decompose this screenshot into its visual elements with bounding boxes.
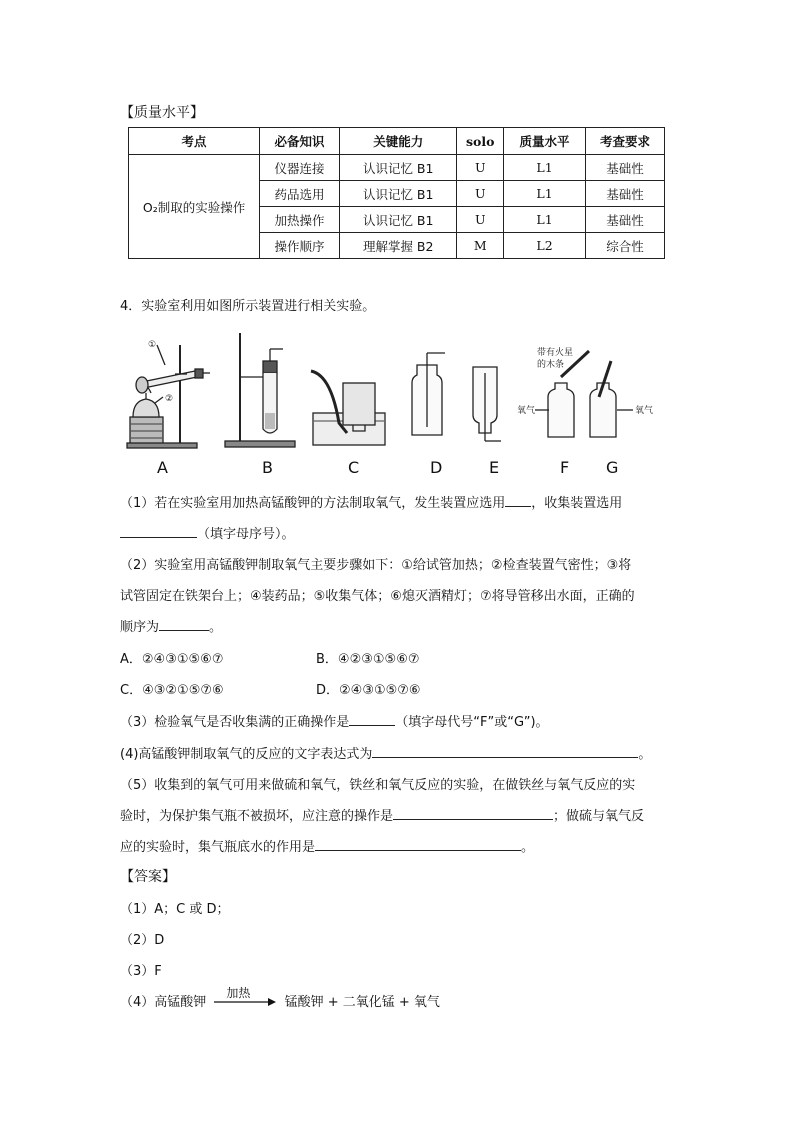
knowledge-cell: 操作顺序	[260, 233, 340, 259]
oxygen-label-left: 氧气	[517, 406, 536, 416]
ability-cell: 认识记忆 B1	[340, 155, 457, 181]
part5-line2	[120, 805, 644, 824]
solo-cell: M	[457, 233, 504, 259]
marker-2: ②	[165, 394, 174, 404]
option-a: A．②④③①⑤⑥⑦	[120, 652, 224, 667]
topic-cell: O₂制取的实验操作	[129, 155, 260, 259]
ability-cell: 理解掌握 B2	[340, 233, 457, 259]
ability-cell: 认识记忆 B1	[340, 207, 457, 233]
solo-cell: U	[457, 181, 504, 207]
part3-line	[120, 711, 549, 730]
part2-text-d: 。	[209, 620, 223, 635]
blank-check[interactable]	[349, 711, 395, 726]
answer-4	[120, 986, 440, 1010]
answer-4-prefix: （4）高锰酸钾	[120, 995, 207, 1010]
part2-text-c: 顺序为	[120, 620, 160, 635]
part1-line2	[120, 523, 295, 542]
reaction-condition: 加热	[226, 986, 251, 1000]
header-level: 质量水平	[504, 128, 586, 155]
level-cell: L1	[504, 207, 586, 233]
quality-table	[128, 127, 665, 259]
option-b: B．④②③①⑤⑥⑦	[316, 652, 420, 667]
marker-1: ①	[148, 340, 157, 350]
requirement-cell: 综合性	[586, 233, 665, 259]
level-cell: L1	[504, 155, 586, 181]
apparatus-e	[473, 367, 501, 441]
label-b: B	[262, 458, 273, 477]
part1-line1	[120, 492, 622, 511]
answer-3: （3）F	[120, 964, 162, 979]
option-c: C．④③②①⑤⑦⑥	[120, 683, 224, 698]
splint-label-1: 带有火星	[537, 348, 574, 358]
splint-label-2: 的木条	[537, 360, 565, 370]
part2-line2: 试管固定在铁架台上；④装药品；⑤收集气体；⑥熄灭酒精灯；⑦将导管移出水面，正确的	[120, 589, 635, 604]
part5-text-d: 应的实验时，集气瓶底水的作用是	[120, 840, 316, 855]
arrow-icon	[214, 998, 276, 1006]
knowledge-cell: 药品选用	[260, 181, 340, 207]
part1-text-b: ，收集装置选用	[531, 496, 623, 511]
part3-text-a: （3）检验氧气是否收集满的正确操作是	[120, 715, 350, 730]
requirement-cell: 基础性	[586, 207, 665, 233]
knowledge-cell: 加热操作	[260, 207, 340, 233]
part5-text-c: ；做硫与氧气反	[553, 809, 645, 824]
part5-text-b: 验时，为保护集气瓶不被损坏，应注意的操作是	[120, 809, 394, 824]
answer-1: （1）A；C 或 D；	[120, 902, 230, 917]
ability-cell: 认识记忆 B1	[340, 181, 457, 207]
apparatus-b	[225, 333, 295, 447]
part2-line3	[120, 616, 222, 635]
header-solo: solo	[457, 128, 504, 155]
header-knowledge: 必备知识	[260, 128, 340, 155]
apparatus-d	[412, 353, 445, 435]
table-header-row	[129, 128, 665, 155]
oxygen-label-right: 氧气	[635, 406, 654, 416]
question-title: 4．实验室利用如图所示装置进行相关实验。	[120, 299, 376, 314]
apparatus-c	[311, 371, 385, 445]
part5-line3	[120, 836, 534, 855]
part1-text-a: （1）若在实验室用加热高锰酸钾的方法制取氧气，发生装置应选用	[120, 496, 506, 511]
apparatus-g	[590, 361, 653, 437]
label-g: G	[606, 458, 619, 477]
level-cell: L2	[504, 233, 586, 259]
label-a: A	[157, 458, 168, 477]
quality-heading: 【质量水平】	[120, 105, 204, 121]
header-ability: 关键能力	[340, 128, 457, 155]
header-topic: 考点	[129, 128, 260, 155]
part5-text-e: 。	[521, 840, 535, 855]
solo-cell: U	[457, 207, 504, 233]
label-f: F	[560, 458, 570, 477]
part4-line	[120, 743, 651, 762]
answer-4-products: 锰酸钾 + 二氧化锰 + 氧气	[284, 995, 440, 1010]
blank-water-purpose[interactable]	[315, 836, 521, 851]
requirement-cell: 基础性	[586, 181, 665, 207]
solo-cell: U	[457, 155, 504, 181]
level-cell: L1	[504, 181, 586, 207]
apparatus-f	[517, 346, 589, 437]
blank-equation[interactable]	[372, 743, 638, 758]
knowledge-cell: 仪器连接	[260, 155, 340, 181]
table-row	[129, 155, 665, 181]
blank-order[interactable]	[159, 616, 209, 631]
apparatus-figure	[115, 325, 660, 455]
blank-iron-precaution[interactable]	[393, 805, 553, 820]
part2-line1: （2）实验室用高锰酸钾制取氧气主要步骤如下：①给试管加热；②检查装置气密性；③将	[120, 558, 632, 573]
header-requirement: 考查要求	[586, 128, 665, 155]
apparatus-a	[127, 340, 210, 448]
answer-2: （2）D	[120, 933, 165, 948]
label-d: D	[430, 458, 443, 477]
part1-text-c: （填字母序号）。	[197, 527, 295, 542]
label-c: C	[348, 458, 360, 477]
blank-generator[interactable]	[505, 492, 531, 507]
label-e: E	[489, 458, 500, 477]
reaction-arrow	[214, 986, 276, 1006]
part4-text-b: 。	[638, 747, 652, 762]
answer-heading: 【答案】	[120, 869, 176, 885]
blank-collector[interactable]	[120, 523, 197, 538]
part3-text-b: （填字母代号“F”或“G”)。	[395, 715, 549, 730]
part4-text-a: (4)高锰酸钾制取氧气的反应的文字表达式为	[120, 747, 373, 762]
option-d: D．②④③①⑤⑦⑥	[316, 683, 421, 698]
requirement-cell: 基础性	[586, 155, 665, 181]
part5-line1: （5）收集到的氧气可用来做硫和氧气，铁丝和氧气反应的实验，在做铁丝与氧气反应的实	[120, 778, 636, 793]
